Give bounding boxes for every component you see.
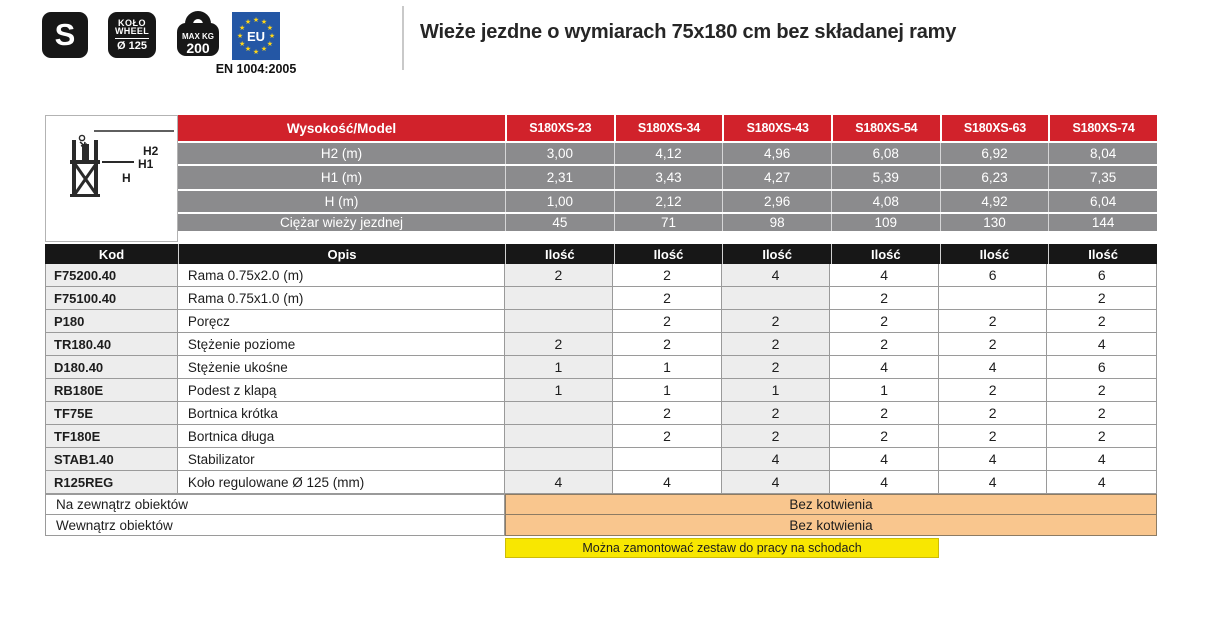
row-quantity: 2 — [1097, 382, 1106, 398]
row-code: TF75E — [46, 402, 178, 424]
row-quantity: 2 — [613, 310, 722, 332]
spec-value: 2,96 — [722, 191, 831, 212]
eu-star-icon: ★ — [266, 40, 273, 48]
row-quantity: 4 — [1097, 336, 1106, 352]
table-body — [45, 264, 1157, 494]
spec-value: 2,12 — [614, 191, 723, 212]
row-quantity: 2 — [1097, 313, 1106, 329]
row-quantity — [505, 402, 614, 424]
spec-row-label: H1 (m) — [320, 170, 363, 185]
row-quantity — [505, 425, 614, 447]
spec-value: 3,43 — [614, 166, 723, 189]
eu-star-icon: ★ — [239, 40, 246, 48]
table-header-section — [45, 115, 1157, 242]
row-quantity — [939, 287, 1048, 309]
spec-row-label: H (m) — [324, 194, 359, 209]
spec-value: 45 — [505, 214, 614, 231]
row-quantity: 2 — [613, 264, 722, 286]
tower-diagram-icon — [46, 116, 177, 238]
wheel-badge-diameter: Ø 125 — [117, 39, 147, 52]
row-quantity — [505, 287, 614, 309]
row-quantity: 4 — [830, 471, 939, 493]
row-description: Stabilizator — [178, 448, 505, 470]
spec-value: 3,00 — [505, 143, 614, 164]
tower-diagram — [45, 115, 178, 242]
row-quantity: 4 — [939, 471, 1048, 493]
row-quantity — [505, 310, 614, 332]
eu-flag-label: EU — [246, 29, 266, 44]
ilosc-column-header: Ilość — [505, 244, 614, 264]
table-row — [45, 333, 1157, 356]
row-quantity: 4 — [830, 264, 939, 286]
row-quantity: 2 — [830, 425, 939, 447]
row-description: Bortnica długa — [178, 425, 505, 447]
ilosc-column-header: Ilość — [1048, 244, 1157, 264]
max-load-value: 200 — [186, 40, 210, 56]
row-code: STAB1.40 — [46, 448, 178, 470]
row-quantity: 2 — [830, 333, 939, 355]
spec-value: 6,23 — [940, 166, 1049, 189]
spec-value: 8,04 — [1048, 143, 1157, 164]
diagram-label-h1: H1 — [138, 157, 154, 171]
row-quantity: 1 — [505, 379, 614, 401]
row-description: Koło regulowane Ø 125 (mm) — [178, 471, 505, 493]
wheel-badge — [108, 12, 156, 58]
ilosc-column-header: Ilość — [722, 244, 831, 264]
spec-value: 2,31 — [505, 166, 614, 189]
table-footer — [45, 494, 1157, 536]
row-quantity: 4 — [939, 356, 1048, 378]
model-column-header: S180XS-63 — [940, 115, 1049, 141]
row-quantity: 2 — [613, 425, 722, 447]
opis-column-header: Opis — [178, 244, 505, 264]
ilosc-column-header: Ilość — [940, 244, 1049, 264]
row-description: Rama 0.75x1.0 (m) — [178, 287, 505, 309]
eu-star-icon: ★ — [244, 18, 252, 26]
model-column-header: S180XS-54 — [831, 115, 940, 141]
row-quantity: 4 — [722, 448, 831, 470]
anchoring-label: Wewnątrz obiektów — [45, 515, 505, 536]
row-code: TR180.40 — [46, 333, 178, 355]
spec-row — [178, 164, 1157, 189]
row-quantity: 2 — [1097, 290, 1106, 306]
row-code: D180.40 — [46, 356, 178, 378]
row-description: Poręcz — [178, 310, 505, 332]
row-quantity: 2 — [830, 402, 939, 424]
row-quantity: 4 — [505, 471, 614, 493]
row-quantity: 2 — [1097, 428, 1106, 444]
row-quantity: 2 — [722, 356, 831, 378]
spec-value: 4,27 — [722, 166, 831, 189]
row-quantity: 2 — [505, 264, 614, 286]
spec-value: 1,00 — [505, 191, 614, 212]
row-quantity — [722, 287, 831, 309]
row-description: Stężenie poziome — [178, 333, 505, 355]
spec-value: 5,39 — [831, 166, 940, 189]
row-quantity: 2 — [939, 310, 1048, 332]
eu-star-icon: ★ — [252, 16, 260, 24]
wheel-badge-line1: KOŁO — [118, 17, 146, 28]
row-quantity: 1 — [613, 356, 722, 378]
diagram-label-h: H — [122, 171, 131, 185]
model-column-header: S180XS-74 — [1048, 115, 1157, 141]
row-quantity: 2 — [613, 287, 722, 309]
kod-column-header: Kod — [98, 246, 125, 262]
row-quantity: 4 — [722, 471, 831, 493]
diagram-label-h2: H2 — [143, 144, 159, 158]
product-table — [45, 115, 1157, 558]
page-title: Wieże jezdne o wymiarach 75x180 cm bez składanej ramy — [420, 21, 957, 43]
row-quantity: 1 — [613, 379, 722, 401]
spec-value: 4,96 — [722, 143, 831, 164]
row-description: Bortnica krótka — [178, 402, 505, 424]
row-quantity: 4 — [722, 264, 831, 286]
model-column-header: S180XS-34 — [614, 115, 723, 141]
row-quantity: 4 — [830, 356, 939, 378]
eu-star-icon: ★ — [244, 46, 252, 54]
row-quantity: 4 — [1097, 451, 1106, 467]
row-quantity: 2 — [939, 379, 1048, 401]
table-row — [45, 287, 1157, 310]
row-quantity: 2 — [939, 402, 1048, 424]
max-load-badge — [174, 10, 222, 60]
row-quantity: 2 — [939, 425, 1048, 447]
row-quantity: 6 — [1097, 359, 1106, 375]
header-divider — [402, 6, 404, 70]
eu-certification — [215, 12, 297, 76]
spec-value: 71 — [614, 214, 723, 231]
eu-star-icon: ★ — [239, 24, 246, 32]
row-description: Podest z klapą — [178, 379, 505, 401]
column-header-row — [45, 242, 1157, 264]
spec-row-label: Ciężar wieży jezdnej — [279, 215, 404, 230]
row-quantity: 6 — [939, 264, 1048, 286]
spec-row-label: H2 (m) — [320, 146, 363, 161]
spec-row — [178, 212, 1157, 231]
row-description: Stężenie ukośne — [178, 356, 505, 378]
table-row — [45, 425, 1157, 448]
table-row — [45, 356, 1157, 379]
row-quantity: 2 — [830, 310, 939, 332]
eu-flag-icon — [232, 12, 280, 60]
anchoring-value: Bez kotwienia — [505, 515, 1157, 536]
spec-value: 144 — [1048, 214, 1157, 231]
eu-star-icon: ★ — [236, 32, 244, 40]
max-load-caption: MAX KG — [182, 32, 214, 41]
eu-star-icon: ★ — [266, 24, 273, 32]
table-row — [45, 379, 1157, 402]
row-quantity: 1 — [722, 379, 831, 401]
row-quantity: 2 — [722, 402, 831, 424]
row-quantity — [613, 448, 722, 470]
anchoring-value: Bez kotwienia — [505, 494, 1157, 515]
row-quantity: 2 — [505, 333, 614, 355]
eu-star-icon: ★ — [268, 32, 276, 40]
spec-value: 98 — [722, 214, 831, 231]
row-code: R125REG — [46, 471, 178, 493]
table-row — [45, 264, 1157, 287]
model-column-header: S180XS-43 — [722, 115, 831, 141]
row-quantity — [505, 448, 614, 470]
row-quantity: 1 — [830, 379, 939, 401]
row-code: RB180E — [46, 379, 178, 401]
spec-value: 6,92 — [940, 143, 1049, 164]
eu-star-icon: ★ — [252, 48, 260, 56]
spec-row — [178, 189, 1157, 212]
spec-section — [178, 115, 1157, 242]
row-quantity: 2 — [830, 287, 939, 309]
table-row — [45, 448, 1157, 471]
spec-rows — [178, 141, 1157, 231]
row-quantity: 4 — [830, 448, 939, 470]
row-quantity: 1 — [505, 356, 614, 378]
anchoring-label: Na zewnątrz obiektów — [45, 494, 505, 515]
spec-value: 4,08 — [831, 191, 940, 212]
row-quantity: 6 — [1097, 267, 1106, 283]
row-quantity: 2 — [722, 333, 831, 355]
ilosc-column-header: Ilość — [614, 244, 723, 264]
ilosc-column-header: Ilość — [831, 244, 940, 264]
spec-value: 4,92 — [940, 191, 1049, 212]
spec-value: 6,04 — [1048, 191, 1157, 212]
eu-star-icon: ★ — [260, 18, 268, 26]
table-row — [45, 402, 1157, 425]
wheel-badge-divider — [115, 38, 149, 39]
stairs-note: Można zamontować zestaw do pracy na schodach — [505, 538, 939, 558]
row-quantity: 2 — [613, 333, 722, 355]
wheel-badge-line2: WHEEL — [115, 25, 149, 36]
anchoring-row — [45, 515, 1157, 536]
row-description: Rama 0.75x2.0 (m) — [178, 264, 505, 286]
row-quantity: 4 — [1097, 474, 1106, 490]
spec-value: 6,08 — [831, 143, 940, 164]
row-quantity: 2 — [722, 425, 831, 447]
spec-value: 7,35 — [1048, 166, 1157, 189]
spec-value: 109 — [831, 214, 940, 231]
row-quantity: 2 — [939, 333, 1048, 355]
table-row — [45, 471, 1157, 494]
model-column-header: S180XS-23 — [505, 115, 614, 141]
model-header-row — [178, 115, 1157, 141]
model-header-label: Wysokość/Model — [286, 120, 397, 136]
row-code: F75100.40 — [46, 287, 178, 309]
row-quantity: 2 — [613, 402, 722, 424]
scaffold-class-badge — [42, 12, 88, 58]
row-quantity: 4 — [939, 448, 1048, 470]
spec-value: 130 — [940, 214, 1049, 231]
eu-star-icon: ★ — [260, 46, 268, 54]
row-code: P180 — [46, 310, 178, 332]
norm-label: EN 1004:2005 — [215, 62, 297, 76]
row-code: F75200.40 — [46, 264, 178, 286]
row-code: TF180E — [46, 425, 178, 447]
table-row — [45, 310, 1157, 333]
scaffold-class-label: S — [54, 17, 76, 52]
anchoring-row — [45, 494, 1157, 515]
spec-row — [178, 141, 1157, 164]
row-quantity: 4 — [613, 471, 722, 493]
spec-value: 4,12 — [614, 143, 723, 164]
row-quantity: 2 — [1097, 405, 1106, 421]
row-quantity: 2 — [722, 310, 831, 332]
